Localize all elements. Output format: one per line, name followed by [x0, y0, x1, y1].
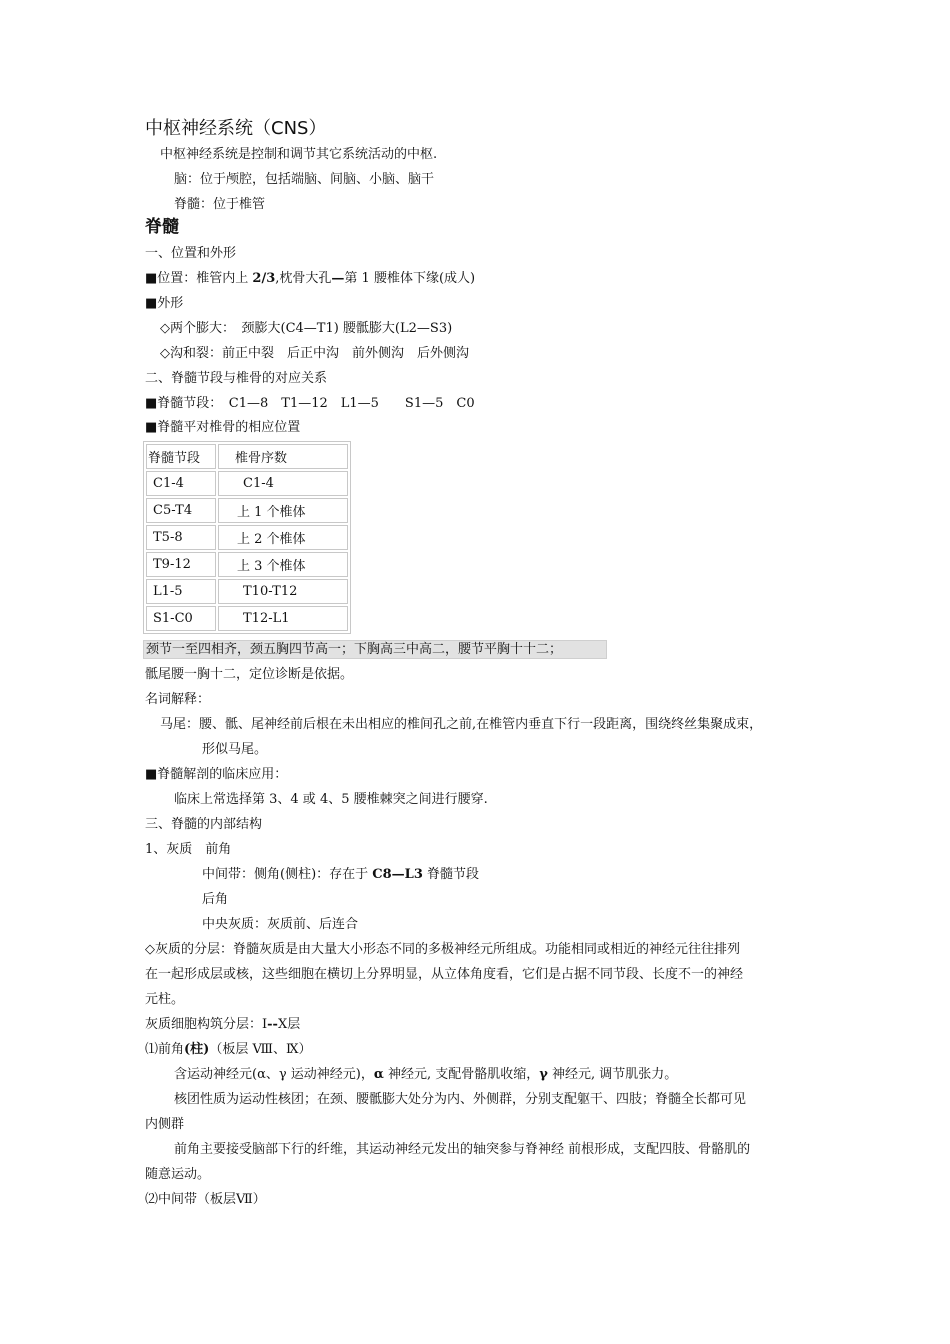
position-text: ,枕骨大孔	[275, 271, 332, 286]
anterior-horn-text: （板层 Ⅷ、Ⅸ）	[209, 1042, 312, 1057]
motor-text: 神经元, 支配骨骼肌收缩，	[383, 1067, 540, 1082]
central-gray-line: 中央灰质：灰质前、后连合	[202, 917, 359, 932]
gray-layers-para: 元柱。	[145, 992, 185, 1007]
intermediate-zone-heading: ⑵中间带（板层Ⅶ）	[145, 1192, 266, 1207]
gray-layers-para: ◇灰质的分层：脊髓灰质是由大量大小形态不同的多极神经元所组成。功能相同或相近的神经元往往排列	[145, 942, 740, 957]
grooves-line: ◇沟和裂：前正中裂 后正中沟 前外侧沟 后外侧沟	[160, 346, 469, 361]
highlighted-mnemonic: 颈节一至四相齐，颈五胸四节高一；下胸高三中高二，腰节平胸十十二；	[143, 640, 607, 659]
anterior-horn-column: (柱)	[184, 1042, 210, 1057]
table-cell: T12-L1	[218, 606, 348, 631]
laminae-dash: --	[267, 1017, 278, 1032]
intermediate-segments: C8—L3	[372, 867, 423, 882]
position-text: ■位置：椎管内上	[145, 271, 253, 286]
table-cell: T9-12	[146, 552, 216, 577]
page-title: 中枢神经系统（CNS）	[145, 118, 327, 139]
table-cell: 上 1 个椎体	[218, 498, 348, 523]
cns-definition: 中枢神经系统是控制和调节其它系统活动的中枢.	[160, 147, 438, 162]
subsection-heading: 二、脊髓节段与椎骨的对应关系	[145, 371, 328, 386]
gamma-symbol: γ	[539, 1067, 548, 1082]
table-row	[146, 525, 348, 550]
intermediate-text: 中间带：侧角(侧柱)：存在于	[202, 867, 373, 882]
table-cell: S1-C0	[146, 606, 216, 631]
table-header-cell: 椎骨序数	[218, 444, 348, 469]
motor-text: 神经元, 调节肌张力。	[547, 1067, 678, 1082]
section-heading: 脊髓	[145, 217, 179, 237]
alpha-symbol: α	[373, 1067, 384, 1082]
shape-heading: ■外形	[145, 296, 184, 311]
table-row	[146, 471, 348, 496]
table-cell: 上 2 个椎体	[218, 525, 348, 550]
intermediate-text: 脊髓节段	[422, 867, 479, 882]
laminae-line	[145, 1016, 300, 1034]
spinal-cord-location: 脊髓：位于椎管	[174, 197, 266, 212]
table-cell: T5-8	[146, 525, 216, 550]
motor-neurons-line	[174, 1066, 677, 1084]
gray-matter-line: 1、灰质 前角	[145, 842, 232, 857]
enlargements-line: ◇两个膨大： 颈膨大(C4—T1) 腰骶膨大(L2—S3)	[160, 321, 453, 336]
table-cell: T10-T12	[218, 579, 348, 604]
brain-location: 脑：位于颅腔，包括端脑、间脑、小脑、脑干	[174, 172, 435, 187]
subsection-heading: 三、脊髓的内部结构	[145, 817, 263, 832]
table-row	[146, 498, 348, 523]
table-row	[146, 606, 348, 631]
table-row	[146, 579, 348, 604]
laminae-text: 灰质细胞构筑分层：Ⅰ	[145, 1017, 268, 1032]
intermediate-zone-line	[202, 866, 479, 884]
cauda-equina-definition: 马尾：腰、骶、尾神经前后根在未出相应的椎间孔之前,在椎管内垂直下行一段距离，围绕终丝集聚成束，	[160, 717, 763, 732]
anterior-horn-text: ⑴前角	[145, 1042, 185, 1057]
subsection-heading: 一、位置和外形	[145, 246, 237, 261]
table-header-cell: 脊髓节段	[146, 444, 216, 469]
clinical-text: 临床上常选择第 3、4 或 4、5 腰椎棘突之间进行腰穿.	[174, 792, 488, 807]
gray-layers-para: 在一起形成层或核，这些细胞在横切上分界明显，从立体角度看，它们是占据不同节段、长度不一的神经	[145, 967, 744, 982]
motor-text: 含运动神经元(α、γ 运动神经元)，	[174, 1067, 374, 1082]
table-cell: C1-4	[146, 471, 216, 496]
mnemonic-continuation: 骶尾腰一胸十二，定位诊断是依据。	[145, 667, 354, 682]
clinical-heading: ■脊髓解剖的临床应用：	[145, 767, 288, 782]
segments-line: ■脊髓节段： C1—8 T1—12 L1—5 S1—5 C0	[145, 396, 475, 411]
fibers-para: 前角主要接受脑部下行的纤维，其运动神经元发出的轴突参与脊神经 前根形成，支配四肢、骨骼肌的	[174, 1142, 751, 1157]
table-cell: C1-4	[218, 471, 348, 496]
term-heading: 名词解释：	[145, 692, 211, 707]
table-header-row	[146, 444, 348, 469]
laminae-text: Ⅹ层	[277, 1017, 301, 1032]
posterior-horn-line: 后角	[202, 892, 229, 907]
nuclei-para: 核团性质为运动性核团；在颈、腰骶膨大处分为内、外侧群，分别支配躯干、四肢；脊髓全长都可见	[174, 1092, 747, 1107]
segment-vertebra-table	[143, 441, 351, 634]
position-fraction: 2/3	[252, 271, 276, 286]
cauda-equina-definition-cont: 形似马尾。	[202, 742, 268, 757]
anterior-horn-heading	[145, 1041, 311, 1059]
position-dash: —	[331, 271, 345, 286]
table-caption: ■脊髓平对椎骨的相应位置	[145, 420, 301, 435]
position-line	[145, 270, 475, 288]
position-text: 第 1 腰椎体下缘(成人)	[344, 271, 476, 286]
table-cell: L1-5	[146, 579, 216, 604]
table-cell: 上 3 个椎体	[218, 552, 348, 577]
nuclei-para: 内侧群	[145, 1117, 185, 1132]
fibers-para: 随意运动。	[145, 1167, 211, 1182]
table-cell: C5-T4	[146, 498, 216, 523]
table-row	[146, 552, 348, 577]
